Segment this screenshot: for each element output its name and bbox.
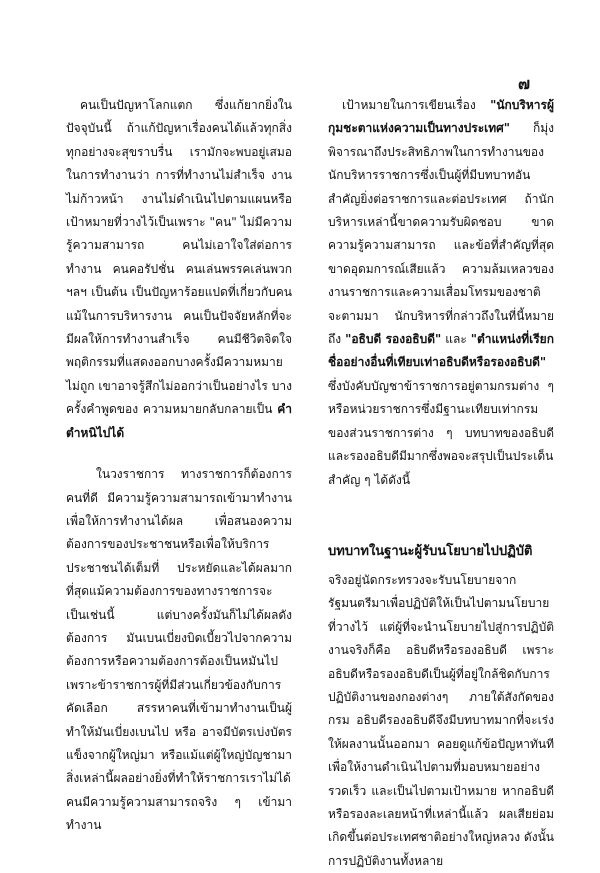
left-column [66, 94, 292, 838]
right-paragraph-1-a: ก็มุ่งพิจารณาถึงประสิทธิภาพในการทำงานของนักบริหารราชการซึ่งเป็นผู้ที่มีบทบาทอันสำคัญยิ่งต่อราชการและต่อประเทศ ถ้านักบริหารเหล่านี้ขาดความรับผิดชอบ ขาดความรู้ความสามารถ และข้อที่สำคัญที่สุดขาดอุดมการณ์เสียแล้ว ความล้มเหลวของงานราชการและความเสื่อมโทรมของชาติจะตามมา นักบริหารที่กล่าวถึงในที่นี้หมายถึง [328, 121, 554, 347]
right-paragraph-1-c: ซึ่งบังคับบัญชาข้าราชการอยู่ตามกรมต่าง ๆ หรือหน่วยราชการซึ่งมีฐานะเทียบเท่ากรม ของส่วนราชการต่าง ๆ บทบาทของอธิบดีและรองอธิบดีมีมากซึ่งพอจะสรุปเป็นประเด็นสำคัญ ๆ ได้ดังนี้ [328, 378, 554, 487]
right-paragraph-2: จริงอยู่นัดกระทรวงจะรับนโยบายจากรัฐมนตรีมาเพื่อปฏิบัติให้เป็นไปตามนโยบายที่วางไว้ แต่ผู้ที่จะนำนโยบายไปสู่การปฏิบัติงานจริงก็คือ อธิบดีหรือรองอธิบดี เพราะอธิบดีหรือรองอธิบดีเป็นผู้ที่อยู่ใกล้ชิดกับการปฏิบัติงานของกองต่างๆ ภายใต้สังกัดของกรม อธิบดีรองอธิบดีจึงมีบทบาทมากที่จะเร่งให้ผลงานนั้นออกมา คอยดูแก้ข้อปัญหาทันทีเพื่อให้งานดำเนินไปตามที่มอบหมายอย่างรวดเร็ว และเป็นไปตามเป้าหมาย หากอธิบดีหรือรองละเลยหน้าที่เหล่านี้แล้ว ผลเสียย่อมเกิดขึ้นต่อประเทศชาติอย่างใหญ่หลวง ดังนั้นการปฏิบัติงานทั้งหลาย [328, 572, 554, 868]
right-paragraph-1-b: และ [441, 332, 471, 347]
quote-director-general: "อธิบดี รองอธิบดี" [345, 332, 442, 347]
left-paragraph-1-text: คนเป็นปัญหาโลกแตก ซึ่งแก้ยากยิ่งในปัจจุบันนี้ ถ้าแก้ปัญหาเรื่องคนได้แล้วทุกสิ่งทุกอย่างจะสุขราบรื่น เรามักจะพบอยู่เสมอในการทำงานว่า การที่ทำงานไม่สำเร็จ งานไม่ก้าวหน้า งานไม่ดำเนินไปตามแผนหรือเป้าหมายที่วางไว้เป็นเพราะ "คน" ไม่มีความรู้ความสามารถ คนไม่เอาใจใส่ต่อการทำงาน คนคอรัปชั่น คนเล่นพรรคเล่นพวก ฯลฯ เป็นต้น เป็นปัญหาร้อยแปดที่เกี่ยวกับคน แม้ในการบริหารงาน คนเป็นปัจจัยหลักที่จะมีผลให้การทำงานสำเร็จ คนมีชีวิตจิตใจ พฤติกรรมที่แสดงออกบางครั้งมีความหมายไม่ถูก เขาอาจรู้สึกไม่ออกว่าเป็นอย่างไร บางครั้งคำพูดของ ความหมายกลับกลายเป็น [66, 98, 292, 417]
page-number: ๗ [517, 74, 530, 93]
left-paragraph-2: ในวงราชการ ทางราชการก็ต้องการคนที่ดี มีความรู้ความสามารถเข้ามาทำงาน เพื่อให้การทำงานได้ผล เพื่อสนองความต้องการของประชาชนหรือเพื่อให้บริการประชาชนได้เต็มที่ ประหยัดและได้ผลมากที่สุดแม้ความต้องการของทางราชการจะเป็นเช่นนี้ แต่บางครั้งมันก็ไม่ได้ผลดังต้องการ มันเบนเบี่ยงบิดเบี้ยวไปจากความต้องการหรือความต้องการต้องเป็นหมันไป เพราะข้าราชการผู้ที่มีส่วนเกี่ยวข้องกับการคัดเลือก สรรหาคนที่เข้ามาทำงานเป็นผู้ทำให้มันเบี่ยงเบนไป หรือ อาจมีบัตรเบ่งบัตรแข็งจากผู้ใหญ่มา หรือแม้แต่ผู้ใหญ่บัญชามา สิ่งเหล่านี้ผลอย่างยิ่งที่ทำให้ราชการเราไม่ได้คนมีความรู้ความสามารถจริง ๆ เข้ามาทำงาน [66, 467, 292, 833]
right-paragraph-1 [328, 94, 554, 492]
left-paragraph-1 [66, 94, 292, 445]
right-paragraph-1-intro: เป้าหมายในการเขียนเรื่อง [342, 98, 491, 112]
book-title-quote: "นักบริหารผู้กุมชะตาแห่งความเป็นทางประเทศ" [328, 98, 554, 136]
quote-equivalent-position: "ตำแหน่งที่เรียกชื่ออย่างอื่นที่เทียบเท่าอธิบดีหรือรองอธิบดี" [328, 332, 554, 370]
right-column [328, 94, 554, 873]
section-heading: บทบาทในฐานะผู้รับนโยบายไปปฏิบัติ [328, 543, 533, 559]
left-paragraph-1-end: คำตำหนิไปได้ [66, 402, 292, 440]
